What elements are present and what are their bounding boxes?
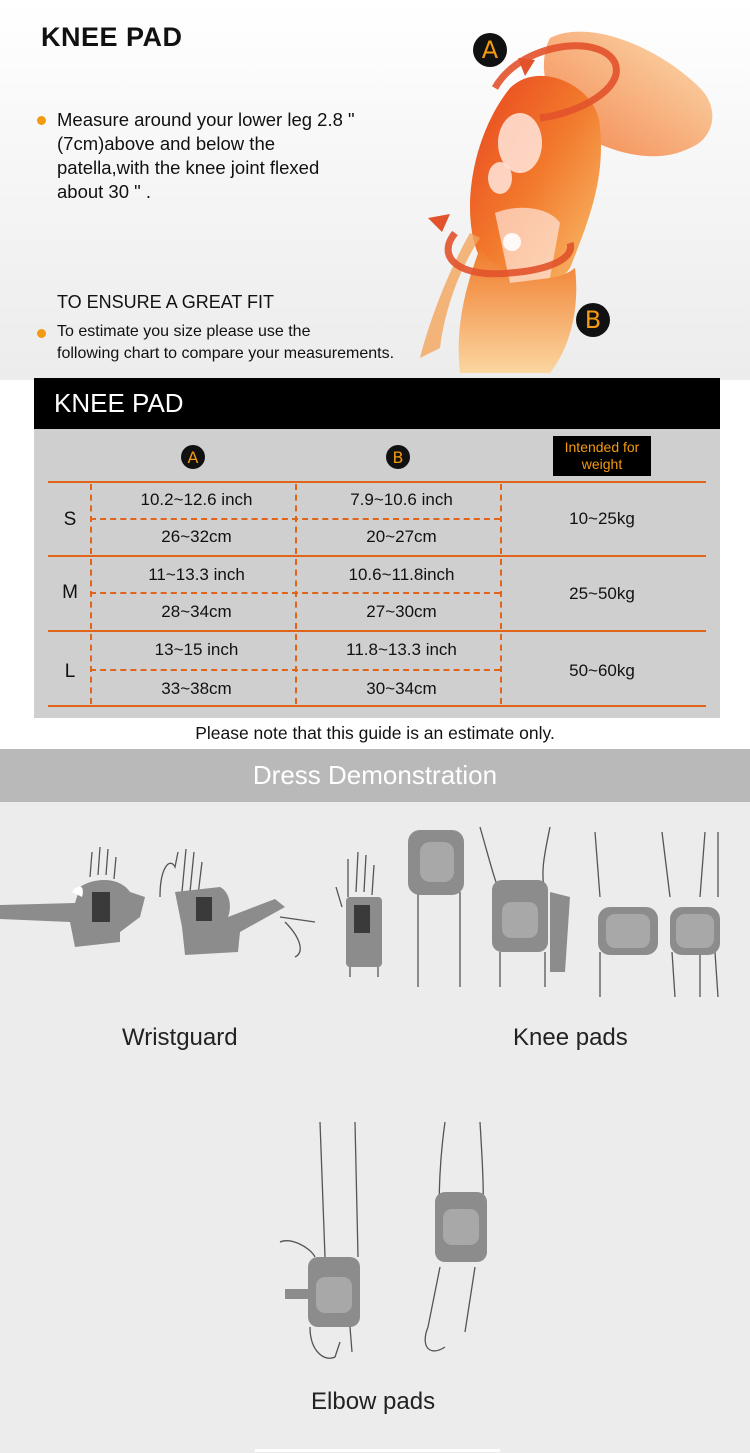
measure-instruction (37, 108, 397, 204)
size-chart-title: KNEE PAD (34, 378, 720, 429)
wristguard-worn-illustration (330, 847, 400, 977)
size-label: S (63, 509, 77, 530)
dashed-divider (295, 559, 297, 629)
b-cm-cell: 30~34cm (366, 679, 437, 698)
weight-cell: 50~60kg (569, 661, 635, 680)
estimate-note: Please note that this guide is an estimate only. (195, 723, 555, 743)
dress-demonstration (0, 802, 750, 1453)
bullet-dot-icon (37, 329, 46, 338)
fit-instruction (37, 321, 457, 365)
marker-b-icon: B (576, 303, 610, 337)
a-inch-cell: 11~13.3 inch (148, 565, 245, 584)
dashed-divider (295, 634, 297, 704)
column-a-icon: A (181, 445, 205, 469)
size-label: L (64, 661, 76, 682)
size-row-s (34, 482, 720, 557)
a-cm-cell: 33~38cm (161, 679, 232, 698)
measurement-guide (0, 0, 750, 380)
column-weight-header: Intended for weight (553, 436, 651, 476)
size-label: M (62, 582, 78, 603)
fit-instruction-text: To estimate you size please use the following chart to compare your measurements. (57, 323, 395, 362)
marker-a-icon: A (473, 33, 507, 67)
elbow-pads-label: Elbow pads (311, 1388, 436, 1415)
dashed-divider (295, 484, 297, 554)
divider (255, 1449, 500, 1452)
b-inch-cell: 10.6~11.8inch (348, 565, 455, 584)
demo-header (0, 749, 750, 802)
b-cm-cell: 27~30cm (366, 602, 437, 621)
knee-pads-label: Knee pads (513, 1024, 628, 1051)
a-cm-cell: 28~34cm (161, 602, 232, 621)
a-inch-cell: 13~15 inch (154, 640, 239, 659)
dashed-divider (90, 484, 92, 554)
size-row-l (34, 632, 720, 707)
weight-cell: 10~25kg (569, 509, 635, 528)
measure-instruction-text: Measure around your lower leg 2.8 " (7cm)above and below the patella,with the knee joint flexed about 30 " . (57, 109, 355, 202)
weight-cell: 25~50kg (569, 584, 635, 603)
elbow-pad-illustration (270, 1117, 500, 1367)
a-inch-cell: 10.2~12.6 inch (140, 490, 253, 509)
wristguard-label: Wristguard (122, 1024, 238, 1051)
dashed-divider (500, 559, 502, 629)
page-title: KNEE PAD (41, 22, 183, 52)
demo-title: Dress Demonstration (252, 760, 498, 790)
b-inch-cell: 11.8~13.3 inch (346, 640, 457, 659)
dashed-divider (90, 559, 92, 629)
size-chart (34, 378, 720, 718)
dashed-divider (500, 634, 502, 704)
column-b-icon: B (386, 445, 410, 469)
b-inch-cell: 7.9~10.6 inch (350, 490, 453, 509)
knee-measurement-illustration (400, 18, 730, 378)
b-cm-cell: 20~27cm (366, 527, 437, 546)
knee-pad-illustration (400, 822, 740, 1002)
dashed-divider (90, 634, 92, 704)
bullet-dot-icon (37, 116, 46, 125)
size-row-m (34, 557, 720, 632)
fit-heading: TO ENSURE A GREAT FIT (57, 292, 275, 312)
dashed-divider (500, 484, 502, 554)
wristguard-illustration (0, 837, 330, 987)
a-cm-cell: 26~32cm (161, 527, 232, 546)
